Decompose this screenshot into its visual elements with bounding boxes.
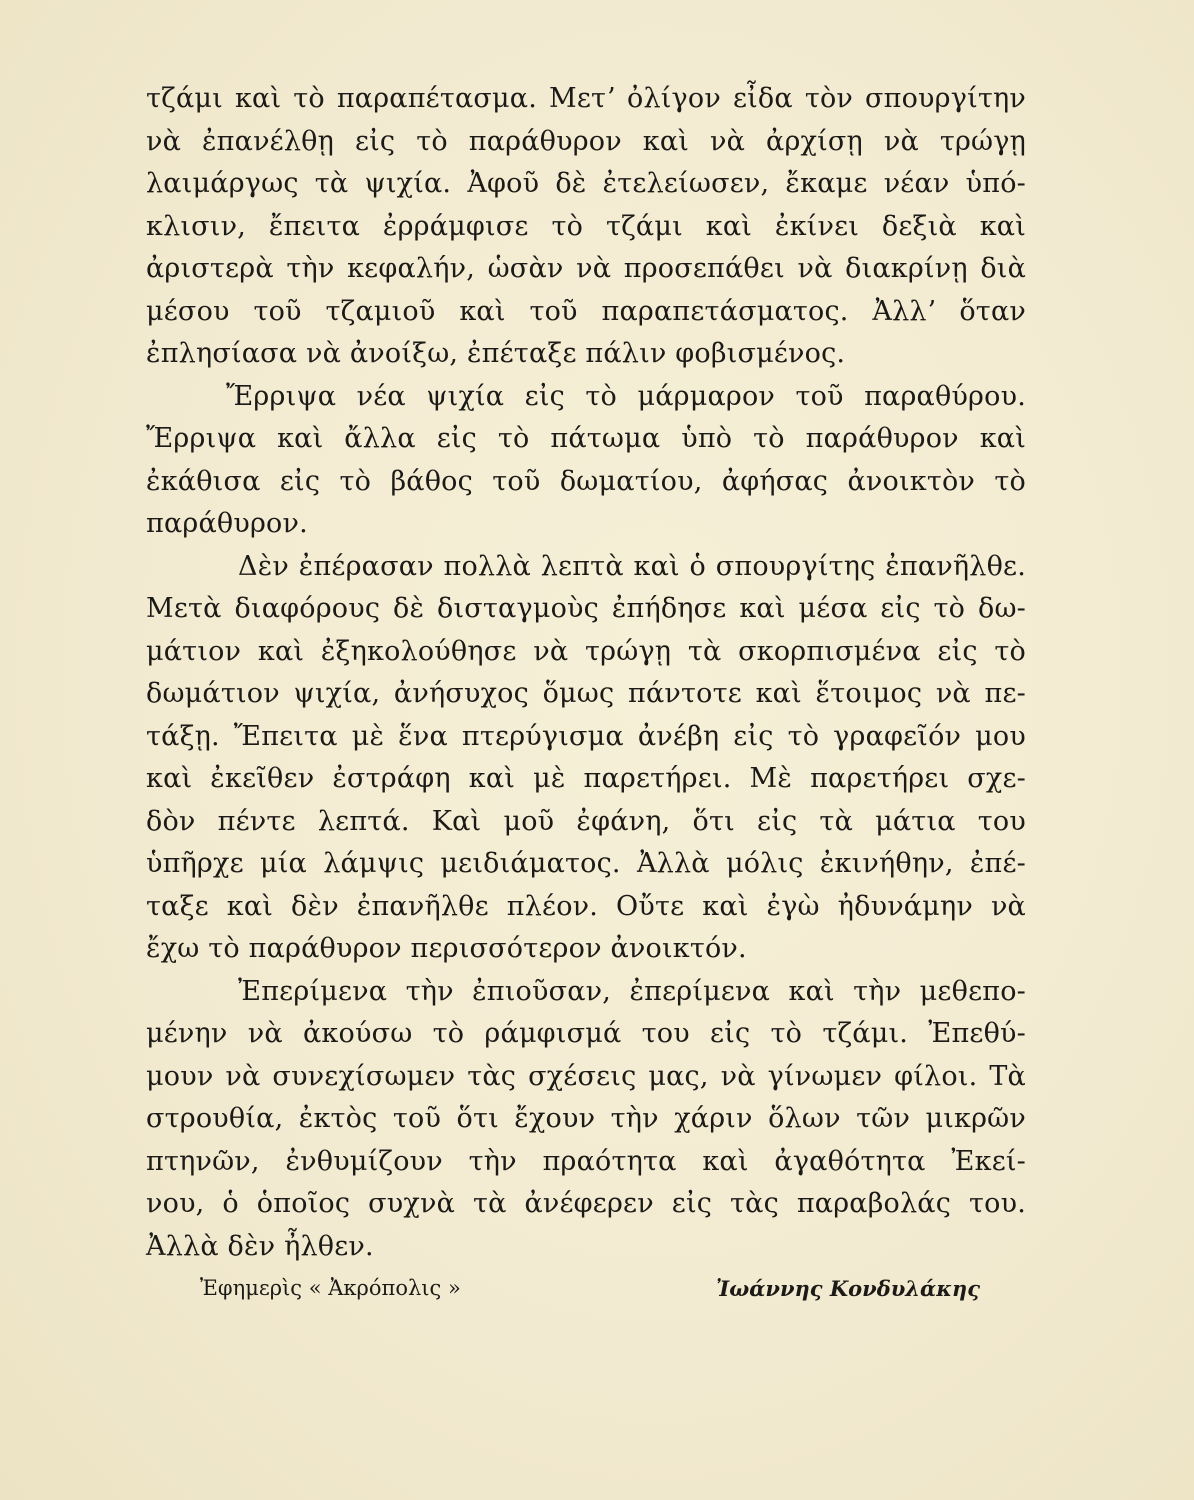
text-line: κλισιν, ἔπειτα ἐρράμφισε τὸ τζάμι καὶ ἐκίνει δεξιὰ καὶ	[146, 210, 1026, 242]
text-line: μάτιον καὶ ἐξηκολούθησε νὰ τρώγῃ τὰ σκορπισμένα εἰς τὸ	[146, 635, 1026, 667]
newspaper-source: Ἐφημερὶς « Ἀκρόπολις »	[200, 1276, 461, 1300]
text-line: λαιμάργως τὰ ψιχία. Ἀφοῦ δὲ ἐτελείωσεν, ἔκαμε νέαν ὑπό-	[146, 168, 1026, 199]
text-line: καὶ ἐκεῖθεν ἐστράφη καὶ μὲ παρετήρει. Μὲ παρετήρει σχε-	[146, 763, 1026, 794]
text-line: μένην νὰ ἀκούσω τὸ ράμφισμά του εἰς τὸ τζάμι. Ἐπεθύ-	[146, 1018, 1026, 1049]
attribution	[200, 1268, 980, 1308]
text-line: νὰ ἐπανέλθῃ εἰς τὸ παράθυρον καὶ νὰ ἀρχίσῃ νὰ τρώγῃ	[146, 125, 1026, 157]
text-line: Ἔρριψα νέα ψιχία εἰς τὸ μάρμαρον τοῦ παραθύρου.	[226, 380, 1026, 412]
text-line: ἔχω τὸ παράθυρον περισσότερον ἀνοικτόν.	[146, 933, 747, 964]
text-line: τζάμι καὶ τὸ παραπέτασμα. Μετʼ ὀλίγον εἶδα τὸν σπουργίτην	[146, 83, 1026, 114]
text-line: Μετὰ διαφόρους δὲ δισταγμοὺς ἐπήδησε καὶ μέσα εἰς τὸ δω-	[146, 593, 1026, 624]
text-line: μουν νὰ συνεχίσωμεν τὰς σχέσεις μας, νὰ γίνωμεν φίλοι. Τὰ	[146, 1060, 1026, 1092]
text-line: ἐκάθισα εἰς τὸ βάθος τοῦ δωματίου, ἀφήσας ἀνοικτὸν τὸ	[146, 465, 1026, 497]
text-line: δωμάτιον ψιχία, ἀνήσυχος ὅμως πάντοτε καὶ ἕτοιμος νὰ πε-	[146, 678, 1026, 709]
body-text	[146, 78, 1026, 1268]
text-line: στρουθία, ἐκτὸς τοῦ ὅτι ἔχουν τὴν χάριν ὅλων τῶν μικρῶν	[146, 1103, 1026, 1134]
text-line: Ἔρριψα καὶ ἄλλα εἰς τὸ πάτωμα ὑπὸ τὸ παράθυρον καὶ	[146, 423, 1026, 454]
author-name: Ἰωάννης Κονδυλάκης	[716, 1275, 980, 1301]
text-line: παράθυρον.	[146, 508, 308, 539]
text-line: ὑπῆρχε μία λάμψις μειδιάματος. Ἀλλὰ μόλις ἐκινήθην, ἐπέ-	[146, 848, 1026, 879]
text-line: νου, ὁ ὁποῖος συχνὰ τὰ ἀνέφερεν εἰς τὰς παραβολάς του.	[146, 1188, 1026, 1219]
text-line: Δὲν ἐπέρασαν πολλὰ λεπτὰ καὶ ὁ σπουργίτης ἐπανῆλθε.	[238, 550, 1026, 582]
text-line: Ἐπερίμενα τὴν ἐπιοῦσαν, ἐπερίμενα καὶ τὴν μεθεπο-	[238, 975, 1026, 1007]
text-line: δὸν πέντε λεπτά. Καὶ μοῦ ἐφάνη, ὅτι εἰς τὰ μάτια του	[146, 805, 1026, 837]
text-line: ταξε καὶ δὲν ἐπανῆλθε πλέον. Οὔτε καὶ ἐγὼ ἠδυνάμην νὰ	[146, 890, 1026, 922]
text-line: πτηνῶν, ἐνθυμίζουν τὴν πραότητα καὶ ἀγαθότητα Ἐκεί-	[146, 1145, 1026, 1177]
text-line: ἐπλησίασα νὰ ἀνοίξω, ἐπέταξε πάλιν φοβισμένος.	[146, 338, 846, 369]
text-line: τάξῃ. Ἔπειτα μὲ ἕνα πτερύγισμα ἀνέβη εἰς τὸ γραφεῖόν μου	[146, 720, 1026, 752]
text-line: Ἀλλὰ δὲν ἦλθεν.	[146, 1230, 374, 1262]
text-line: μέσου τοῦ τζαμιοῦ καὶ τοῦ παραπετάσματος. Ἀλλʼ ὅταν	[146, 295, 1026, 327]
text-line: ἀριστερὰ τὴν κεφαλήν, ὡσὰν νὰ προσεπάθει νὰ διακρίνῃ διὰ	[146, 253, 1026, 284]
